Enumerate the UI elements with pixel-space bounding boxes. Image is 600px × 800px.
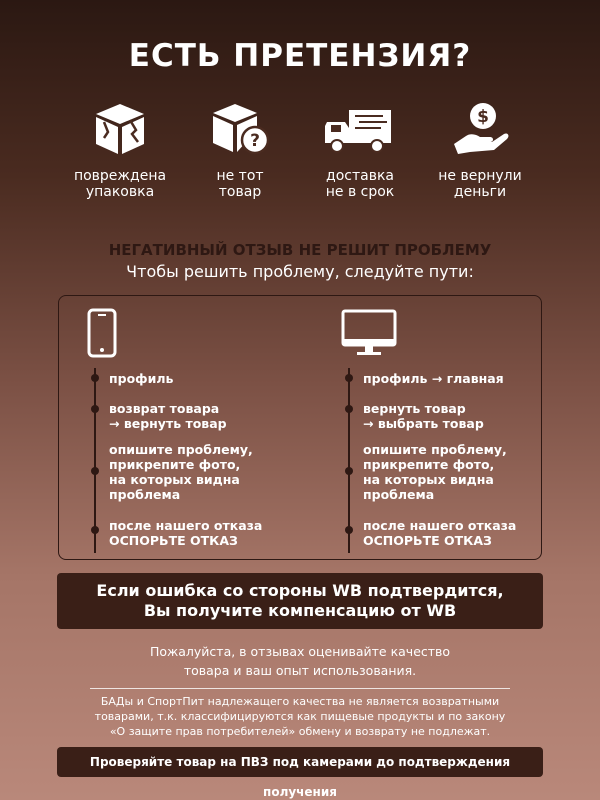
step-dot (91, 467, 99, 475)
page-title: ЕСТЬ ПРЕТЕНЗИЯ? (128, 38, 472, 74)
step-4: после нашего отказа ОСПОРЬТЕ ОТКАЗ (363, 518, 517, 548)
warning-heading: НЕГАТИВНЫЙ ОТЗЫВ НЕ РЕШИТ ПРОБЛЕМУ (108, 241, 492, 259)
damaged-box-icon (90, 100, 150, 158)
step-4: после нашего отказа ОСПОРЬТЕ ОТКАЗ (109, 518, 263, 548)
compensation-banner: Если ошибка со стороны WB подтвердится, Вы получите компенсацию от WB (57, 573, 543, 629)
issue-late-delivery (300, 100, 420, 200)
step-2: вернуть товар → выбрать товар (363, 401, 484, 431)
issue-label: не тот товар (216, 168, 264, 200)
step-3: опишите проблему, прикрепите фото, на которых видна проблема (109, 442, 253, 502)
svg-text:$: $ (477, 107, 489, 127)
issue-damaged-package (60, 100, 180, 200)
smartphone-icon (87, 308, 117, 358)
issue-label: не вернули деньги (438, 168, 522, 200)
instruction-text: Чтобы решить проблему, следуйте пути: (126, 262, 474, 281)
issue-no-refund (420, 100, 540, 200)
step-dot (91, 374, 99, 382)
disclaimer-text: БАДы и СпортПит надлежащего качества не является возвратными товарами, т.к. классифицируются как пищевые продукты и по закону «О защите прав потребителей» обмену и возврату не подлежат. (94, 695, 506, 738)
step-2: возврат товара → вернуть товар (109, 401, 227, 431)
issue-label: доставка не в срок (325, 168, 395, 200)
question-box-icon (209, 100, 271, 158)
desktop-steps (341, 296, 561, 559)
footer-banner: Проверяйте товар на ПВЗ под камерами до подтверждения получения (57, 747, 543, 777)
step-dot (345, 374, 353, 382)
step-3: опишите проблему, прикрепите фото, на которых видна проблема (363, 442, 507, 502)
step-1: профиль → главная (363, 371, 504, 386)
step-dot (345, 526, 353, 534)
issue-list (60, 100, 540, 200)
review-note: Пожалуйста, в отзывах оценивайте качество товара и ваш опыт использования. (149, 644, 451, 678)
step-dot (91, 405, 99, 413)
instructions-panel (58, 295, 542, 560)
money-hand-icon (450, 100, 510, 158)
mobile-steps (87, 296, 307, 559)
svg-text:?: ? (250, 131, 260, 151)
step-dot (345, 405, 353, 413)
issue-label: повреждена упаковка (73, 168, 167, 200)
delivery-truck-icon (321, 100, 399, 158)
step-dot (345, 467, 353, 475)
divider (90, 688, 510, 689)
step-dot (91, 526, 99, 534)
step-1: профиль (109, 371, 174, 386)
issue-wrong-item (180, 100, 300, 200)
monitor-icon (341, 308, 397, 358)
